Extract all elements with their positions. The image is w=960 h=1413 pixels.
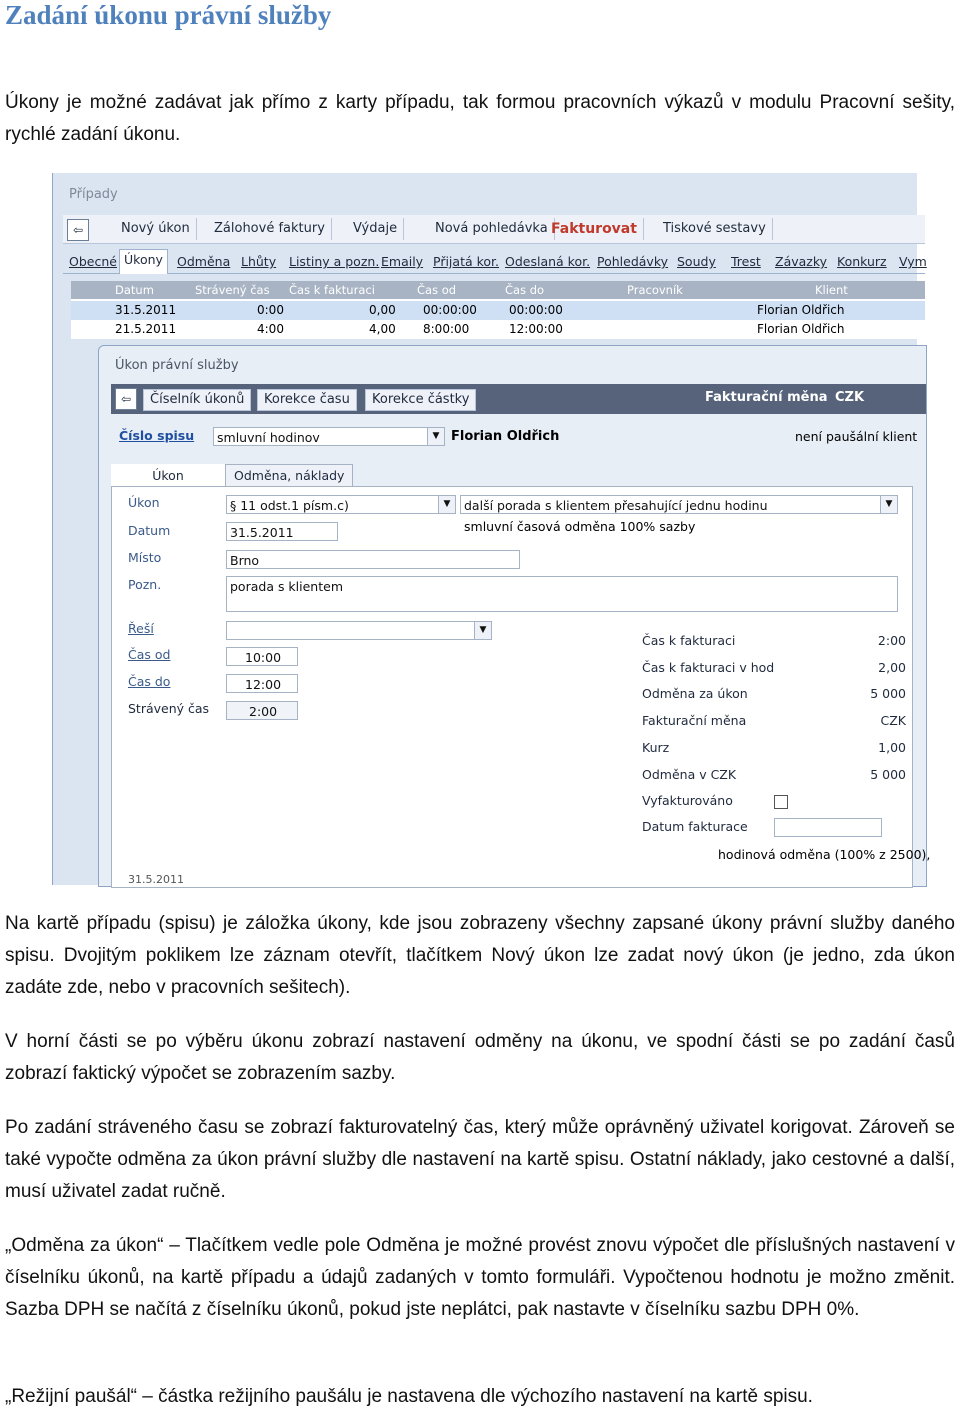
paragraph-intro: Úkony je možné zadávat jak přímo z karty případu, tak formou pracovních výkazů v modulu Pracovní sešity, rychlé zadání úkonu.: [5, 92, 955, 145]
note-field[interactable]: porada s klientem: [226, 576, 898, 612]
subtab-action[interactable]: Úkon: [111, 464, 225, 487]
expenses-button[interactable]: Výdaje: [347, 218, 404, 240]
col-time-spent[interactable]: Strávený čas: [195, 283, 270, 297]
tab-bankruptcy[interactable]: Konkurz: [837, 254, 887, 269]
chevron-down-icon[interactable]: ▼: [880, 496, 897, 513]
place-label: Místo: [128, 550, 162, 565]
billable-hours-label: Čas k fakturaci v hod: [642, 660, 775, 675]
amount-correction-button[interactable]: Korekce částky: [365, 389, 476, 411]
action-label: Úkon: [128, 495, 160, 510]
invoiced-checkbox[interactable]: [774, 795, 788, 809]
dialog-title: Úkon právní služby: [115, 358, 239, 373]
tab-reward[interactable]: Odměna: [177, 254, 231, 269]
paragraph-time-spent: Po zadání stráveného času se zobrazí fakturovatelný čas, který může oprávněný uživatel korigovat. Zároveň se také vypočte odměna za úkon právní služby dle nastavení na kartě spisu. Ostatní náklady, jako cestovné a další, musí uživatel zadat ručně.: [5, 1117, 955, 1202]
window-title: Případy: [69, 187, 118, 202]
invoice-currency-label: Fakturační měna: [642, 713, 747, 728]
subtab-reward-costs[interactable]: Odměna, náklady: [225, 464, 353, 487]
tab-liabilities[interactable]: Závazky: [775, 254, 828, 269]
tab-courts[interactable]: Soudy: [677, 254, 716, 269]
tab-sent-mail[interactable]: Odeslaná kor.: [505, 254, 591, 269]
billable-time-label: Čas k fakturaci: [642, 633, 736, 648]
time-from-field[interactable]: 10:00: [226, 647, 298, 666]
tab-received-mail[interactable]: Přijatá kor.: [433, 254, 500, 269]
assignee-select[interactable]: [226, 621, 492, 640]
action-codebook-button[interactable]: Číselník úkonů: [143, 389, 251, 411]
action-select[interactable]: [226, 495, 456, 514]
chevron-down-icon[interactable]: ▼: [427, 428, 444, 445]
col-time-to[interactable]: Čas do: [505, 283, 545, 297]
chevron-down-icon[interactable]: ▼: [474, 622, 491, 639]
exit-icon[interactable]: ⇦: [115, 388, 137, 410]
cell-time-to: 00:00:00: [509, 303, 563, 317]
assignee-label: Řeší: [128, 621, 154, 636]
table-row[interactable]: [71, 320, 925, 339]
grid-footer-date: 31.5.2011: [128, 873, 184, 886]
case-tabs: [63, 249, 925, 274]
time-spent-field: 2:00: [226, 701, 298, 720]
document-title: Zadání úkonu právní služby: [5, 0, 332, 30]
date-label: Datum: [128, 523, 171, 538]
action-value: § 11 odst.1 písm.c): [230, 498, 349, 513]
action-reward-value: 5 000: [870, 686, 906, 701]
tab-actions[interactable]: Úkony: [119, 249, 168, 274]
cell-time-spent: 0:00: [257, 303, 284, 317]
paragraph-upper-lower: V horní části se po výběru úkonu zobrazí nastavení odměny na úkonu, ve spodní části se po zadání časů zobrazí faktický výpočet se zobrazením sazby.: [5, 1031, 955, 1084]
date-field[interactable]: 31.5.2011: [226, 522, 338, 541]
case-number-label: Číslo spisu: [119, 428, 195, 443]
invoiced-label: Vyfakturováno: [642, 793, 733, 808]
col-time-from[interactable]: Čas od: [417, 283, 457, 297]
app-screenshot: [44, 173, 931, 886]
time-correction-button[interactable]: Korekce času: [257, 389, 357, 411]
tab-documents[interactable]: Listiny a pozn.: [289, 254, 380, 269]
invoice-date-field[interactable]: [774, 818, 882, 837]
billable-time-value: 2:00: [877, 633, 906, 648]
tab-receivables[interactable]: Pohledávky: [597, 254, 669, 269]
col-worker[interactable]: Pracovník: [627, 283, 683, 297]
table-row[interactable]: [71, 301, 925, 320]
reward-czk-value: 5 000: [870, 767, 906, 782]
cell-time-to: 12:00:00: [509, 322, 563, 336]
cell-time-from: 00:00:00: [423, 303, 477, 317]
window-frame: [52, 173, 931, 886]
time-spent-label: Strávený čas: [128, 701, 210, 716]
dialog-toolbar: [111, 384, 926, 414]
invoice-button[interactable]: Fakturovat: [545, 218, 644, 240]
paragraph-overhead: „Režijní paušál“ – částka režijního paušálu je nastavena dle výchozího nastavení na kartě spisu.: [5, 1386, 813, 1407]
time-to-field[interactable]: 12:00: [226, 674, 298, 693]
col-date[interactable]: Datum: [115, 283, 154, 297]
new-receivable-button[interactable]: Nová pohledávka: [429, 218, 555, 240]
reward-czk-label: Odměna v CZK: [642, 767, 737, 782]
tab-general[interactable]: Obecné: [69, 254, 117, 269]
currency-value: CZK: [835, 390, 865, 405]
cell-time-spent: 4:00: [257, 322, 284, 336]
reward-description: smluvní časová odměna 100% sazby: [464, 519, 696, 534]
billable-hours-value: 2,00: [878, 660, 906, 675]
dialog-subtabs: [111, 464, 926, 486]
tab-deadlines[interactable]: Lhůty: [241, 254, 277, 269]
advance-invoices-button[interactable]: Zálohové faktury: [208, 218, 332, 240]
currency-label: Fakturační měna: [705, 390, 828, 405]
exchange-rate-value: 1,00: [878, 740, 906, 755]
rate-note: hodinová odměna (100% z 2500),: [718, 847, 931, 862]
cell-date: 31.5.2011: [115, 303, 177, 317]
cell-time-from: 8:00:00: [423, 322, 470, 336]
print-reports-button[interactable]: Tiskové sestavy: [657, 218, 773, 240]
action-reward-label: Odměna za úkon: [642, 686, 748, 701]
grid-header: [71, 281, 925, 299]
exit-icon[interactable]: ⇦: [67, 219, 89, 241]
action-description-select[interactable]: [460, 495, 898, 514]
time-from-label: Čas od: [128, 647, 171, 662]
action-panel: [111, 486, 931, 888]
exchange-rate-label: Kurz: [642, 740, 670, 755]
col-billable-time[interactable]: Čas k fakturaci: [289, 283, 375, 297]
invoice-date-label: Datum fakturace: [642, 819, 748, 834]
cell-worker: Florian Oldřich: [757, 322, 845, 336]
cell-billable-time: 0,00: [369, 303, 396, 317]
case-toolbar: [63, 215, 925, 244]
paragraph-case-card: Na kartě případu (spisu) je záložka úkony, kde jsou zobrazeny všechny zapsané úkony právní služby daného spisu. Dvojitým poklikem lze záznam otevřít, tlačítkem Nový úkon lze zadat nový úkon (je jedno, zda úkon zadáte zde, nebo v pracovních sešitech).: [5, 913, 955, 998]
chevron-down-icon[interactable]: ▼: [438, 496, 455, 513]
tab-emails[interactable]: Emaily: [381, 254, 424, 269]
tab-more[interactable]: Vym: [899, 254, 927, 269]
flat-rate-status: není paušální klient: [795, 429, 918, 444]
paragraph-action-reward: „Odměna za úkon“ – Tlačítkem vedle pole Odměna je možné provést znovu výpočet dle příslušných nastavení v číselníku úkonů, na kartě případu a údajů zadaných v tomto formuláři. Vypočtenou hodnotu je možno změnit. Sazba DPH se načítá z číselníku úkonů, pokud jste neplátci, pak nastavte v číselníku sazbu DPH 0%.: [5, 1235, 955, 1320]
place-field[interactable]: Brno: [226, 550, 520, 569]
tab-criminal[interactable]: Trest: [731, 254, 761, 269]
actions-grid: [71, 281, 925, 339]
action-dialog: [98, 345, 931, 887]
case-number-value: smluvní hodinov: [217, 430, 320, 445]
col-client[interactable]: Klient: [815, 283, 848, 297]
action-description: další porada s klientem přesahující jednu hodinu: [464, 498, 768, 513]
cell-date: 21.5.2011: [115, 322, 177, 336]
note-label: Pozn.: [128, 577, 162, 592]
invoice-currency-value: CZK: [880, 713, 906, 728]
new-action-button[interactable]: Nový úkon: [115, 218, 197, 240]
cell-worker: Florian Oldřich: [757, 303, 845, 317]
cell-billable-time: 4,00: [369, 322, 396, 336]
time-to-label: Čas do: [128, 674, 171, 689]
case-number-select[interactable]: [213, 427, 445, 446]
worker-name: Florian Oldřich: [451, 429, 560, 444]
